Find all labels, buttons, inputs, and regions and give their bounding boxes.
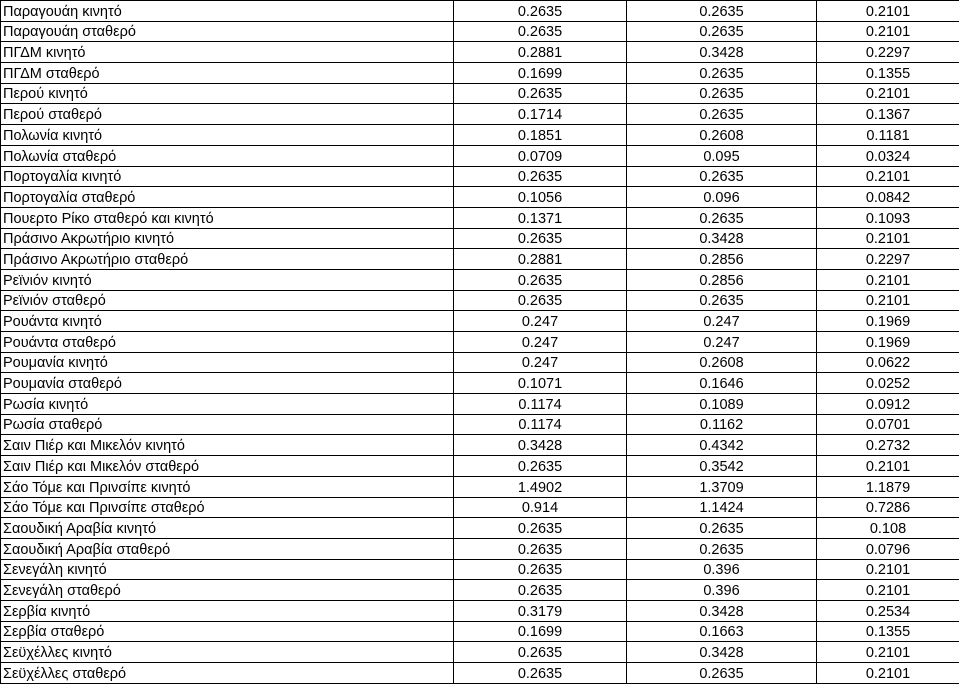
rate-cell-3: 0.1355 <box>817 621 959 642</box>
destination-cell: Σεϋχέλλες σταθερό <box>1 663 454 684</box>
rate-cell-3: 0.2732 <box>817 435 959 456</box>
table-row <box>1 394 959 415</box>
destination-cell: Πορτογαλία κινητό <box>1 166 454 187</box>
table-row <box>1 518 959 539</box>
rate-cell-2: 0.3428 <box>627 42 817 63</box>
table-row <box>1 42 959 63</box>
rate-cell-2: 0.2856 <box>627 249 817 270</box>
rate-cell-1: 0.247 <box>454 311 627 332</box>
destination-cell: Ρεϊνιόν σταθερό <box>1 290 454 311</box>
table-row <box>1 600 959 621</box>
destination-cell: Σαιν Πιέρ και Μικελόν σταθερό <box>1 456 454 477</box>
rate-cell-1: 0.2635 <box>454 518 627 539</box>
table-row <box>1 538 959 559</box>
rate-cell-1: 0.2635 <box>454 21 627 42</box>
rate-cell-2: 0.396 <box>627 559 817 580</box>
rate-cell-1: 0.1174 <box>454 414 627 435</box>
table-row <box>1 352 959 373</box>
rate-cell-2: 0.3428 <box>627 228 817 249</box>
rate-cell-3: 0.2101 <box>817 166 959 187</box>
table-row <box>1 166 959 187</box>
table-row <box>1 559 959 580</box>
table-row <box>1 456 959 477</box>
destination-cell: Σάο Τόμε και Πρινσίπε σταθερό <box>1 497 454 518</box>
table-row <box>1 228 959 249</box>
table-row <box>1 332 959 353</box>
rate-cell-3: 1.1879 <box>817 476 959 497</box>
rate-cell-3: 0.108 <box>817 518 959 539</box>
destination-cell: Πράσινο Ακρωτήριο κινητό <box>1 228 454 249</box>
rate-cell-3: 0.2101 <box>817 21 959 42</box>
rate-cell-1: 0.2635 <box>454 456 627 477</box>
rate-cell-3: 0.2101 <box>817 228 959 249</box>
table-row <box>1 642 959 663</box>
table-row <box>1 414 959 435</box>
rate-cell-3: 0.1969 <box>817 311 959 332</box>
table-row <box>1 83 959 104</box>
rate-cell-1: 0.1371 <box>454 207 627 228</box>
rate-cell-3: 0.2297 <box>817 42 959 63</box>
table-row <box>1 145 959 166</box>
rate-cell-1: 0.2635 <box>454 663 627 684</box>
destination-cell: Ρουάντα σταθερό <box>1 332 454 353</box>
rate-cell-1: 0.247 <box>454 352 627 373</box>
rate-cell-1: 0.2635 <box>454 538 627 559</box>
destination-cell: Πουερτο Ρίκο σταθερό και κινητό <box>1 207 454 228</box>
table-row <box>1 125 959 146</box>
table-row <box>1 621 959 642</box>
rate-cell-2: 0.2608 <box>627 352 817 373</box>
rate-cell-1: 0.2635 <box>454 83 627 104</box>
rate-cell-1: 0.2635 <box>454 559 627 580</box>
rate-cell-2: 0.1162 <box>627 414 817 435</box>
rate-cell-1: 0.2881 <box>454 42 627 63</box>
destination-cell: ΠΓΔΜ κινητό <box>1 42 454 63</box>
rate-cell-1: 0.1851 <box>454 125 627 146</box>
rate-cell-3: 0.0622 <box>817 352 959 373</box>
rate-cell-1: 0.1071 <box>454 373 627 394</box>
destination-cell: Πολωνία κινητό <box>1 125 454 146</box>
rate-cell-2: 0.3428 <box>627 600 817 621</box>
rate-cell-2: 0.247 <box>627 311 817 332</box>
table-row <box>1 249 959 270</box>
rate-cell-1: 0.2635 <box>454 290 627 311</box>
table-row <box>1 580 959 601</box>
rate-cell-2: 0.2635 <box>627 83 817 104</box>
rate-cell-3: 0.7286 <box>817 497 959 518</box>
rate-cell-3: 0.2101 <box>817 290 959 311</box>
rate-cell-1: 0.2635 <box>454 580 627 601</box>
destination-cell: Ρουμανία σταθερό <box>1 373 454 394</box>
rate-cell-2: 0.2635 <box>627 207 817 228</box>
destination-cell: Πράσινο Ακρωτήριο σταθερό <box>1 249 454 270</box>
rate-cell-2: 1.1424 <box>627 497 817 518</box>
table-row <box>1 497 959 518</box>
rate-cell-2: 1.3709 <box>627 476 817 497</box>
rate-cell-3: 0.1355 <box>817 63 959 84</box>
rate-cell-3: 0.0912 <box>817 394 959 415</box>
destination-cell: Περού κινητό <box>1 83 454 104</box>
rate-cell-3: 0.1181 <box>817 125 959 146</box>
destination-cell: Πολωνία σταθερό <box>1 145 454 166</box>
rate-cell-3: 0.2101 <box>817 642 959 663</box>
table-row <box>1 1 959 22</box>
rate-cell-1: 0.2635 <box>454 269 627 290</box>
destination-cell: Ρουμανία κινητό <box>1 352 454 373</box>
rate-cell-2: 0.2608 <box>627 125 817 146</box>
destination-cell: Σαουδική Αραβία κινητό <box>1 518 454 539</box>
destination-cell: Παραγουάη σταθερό <box>1 21 454 42</box>
rate-cell-1: 0.2881 <box>454 249 627 270</box>
rate-cell-2: 0.2635 <box>627 63 817 84</box>
rate-cell-3: 0.2101 <box>817 269 959 290</box>
rate-cell-2: 0.247 <box>627 332 817 353</box>
rate-cell-2: 0.1663 <box>627 621 817 642</box>
rate-cell-3: 0.2101 <box>817 663 959 684</box>
rate-cell-2: 0.2635 <box>627 104 817 125</box>
rate-cell-3: 0.2101 <box>817 559 959 580</box>
rate-cell-3: 0.1367 <box>817 104 959 125</box>
rate-cell-2: 0.2635 <box>627 166 817 187</box>
destination-cell: Περού σταθερό <box>1 104 454 125</box>
table-row <box>1 207 959 228</box>
rate-cell-3: 0.2101 <box>817 580 959 601</box>
rate-cell-1: 0.3179 <box>454 600 627 621</box>
rate-cell-2: 0.2856 <box>627 269 817 290</box>
destination-cell: Σεϋχέλλες κινητό <box>1 642 454 663</box>
rate-cell-1: 0.1714 <box>454 104 627 125</box>
destination-cell: Ρωσία σταθερό <box>1 414 454 435</box>
rate-cell-3: 0.2534 <box>817 600 959 621</box>
rate-cell-3: 0.1969 <box>817 332 959 353</box>
table-row <box>1 311 959 332</box>
destination-cell: Σαουδική Αραβία σταθερό <box>1 538 454 559</box>
rate-cell-3: 0.2101 <box>817 83 959 104</box>
rate-cell-1: 0.1056 <box>454 187 627 208</box>
rate-cell-1: 0.914 <box>454 497 627 518</box>
table-row <box>1 104 959 125</box>
rate-cell-3: 0.0252 <box>817 373 959 394</box>
rate-cell-2: 0.3428 <box>627 642 817 663</box>
destination-cell: Παραγουάη κινητό <box>1 1 454 22</box>
rate-cell-2: 0.095 <box>627 145 817 166</box>
rate-cell-2: 0.2635 <box>627 518 817 539</box>
rate-cell-3: 0.0842 <box>817 187 959 208</box>
destination-cell: Πορτογαλία σταθερό <box>1 187 454 208</box>
rate-cell-3: 0.0796 <box>817 538 959 559</box>
rates-table-body <box>1 1 959 684</box>
rate-cell-2: 0.096 <box>627 187 817 208</box>
rate-cell-2: 0.4342 <box>627 435 817 456</box>
rate-cell-1: 0.1174 <box>454 394 627 415</box>
destination-cell: Σενεγάλη σταθερό <box>1 580 454 601</box>
rate-cell-1: 0.1699 <box>454 621 627 642</box>
rate-cell-1: 1.4902 <box>454 476 627 497</box>
rate-cell-1: 0.0709 <box>454 145 627 166</box>
rate-cell-1: 0.2635 <box>454 1 627 22</box>
table-row <box>1 290 959 311</box>
table-row <box>1 269 959 290</box>
rate-cell-1: 0.247 <box>454 332 627 353</box>
rate-cell-2: 0.2635 <box>627 663 817 684</box>
destination-cell: Ρεϊνιόν κινητό <box>1 269 454 290</box>
rate-cell-3: 0.1093 <box>817 207 959 228</box>
rate-cell-1: 0.2635 <box>454 166 627 187</box>
destination-cell: Ρωσία κινητό <box>1 394 454 415</box>
destination-cell: Σερβία κινητό <box>1 600 454 621</box>
destination-cell: Σενεγάλη κινητό <box>1 559 454 580</box>
rate-cell-2: 0.396 <box>627 580 817 601</box>
rate-cell-2: 0.3542 <box>627 456 817 477</box>
table-row <box>1 663 959 684</box>
destination-cell: ΠΓΔΜ σταθερό <box>1 63 454 84</box>
rate-cell-2: 0.2635 <box>627 538 817 559</box>
table-row <box>1 435 959 456</box>
destination-cell: Σερβία σταθερό <box>1 621 454 642</box>
rate-cell-3: 0.2297 <box>817 249 959 270</box>
rate-cell-3: 0.2101 <box>817 1 959 22</box>
rate-cell-3: 0.0701 <box>817 414 959 435</box>
rate-cell-2: 0.2635 <box>627 21 817 42</box>
rate-cell-2: 0.2635 <box>627 1 817 22</box>
rate-cell-2: 0.2635 <box>627 290 817 311</box>
rate-cell-1: 0.2635 <box>454 642 627 663</box>
rate-cell-2: 0.1089 <box>627 394 817 415</box>
destination-cell: Σαιν Πιέρ και Μικελόν κινητό <box>1 435 454 456</box>
table-row <box>1 21 959 42</box>
rate-cell-1: 0.1699 <box>454 63 627 84</box>
table-row <box>1 187 959 208</box>
table-row <box>1 63 959 84</box>
destination-cell: Σάο Τόμε και Πρινσίπε κινητό <box>1 476 454 497</box>
table-row <box>1 373 959 394</box>
rate-cell-1: 0.2635 <box>454 228 627 249</box>
rate-cell-2: 0.1646 <box>627 373 817 394</box>
rate-cell-3: 0.2101 <box>817 456 959 477</box>
rate-cell-3: 0.0324 <box>817 145 959 166</box>
table-row <box>1 476 959 497</box>
destination-cell: Ρουάντα κινητό <box>1 311 454 332</box>
rate-cell-1: 0.3428 <box>454 435 627 456</box>
